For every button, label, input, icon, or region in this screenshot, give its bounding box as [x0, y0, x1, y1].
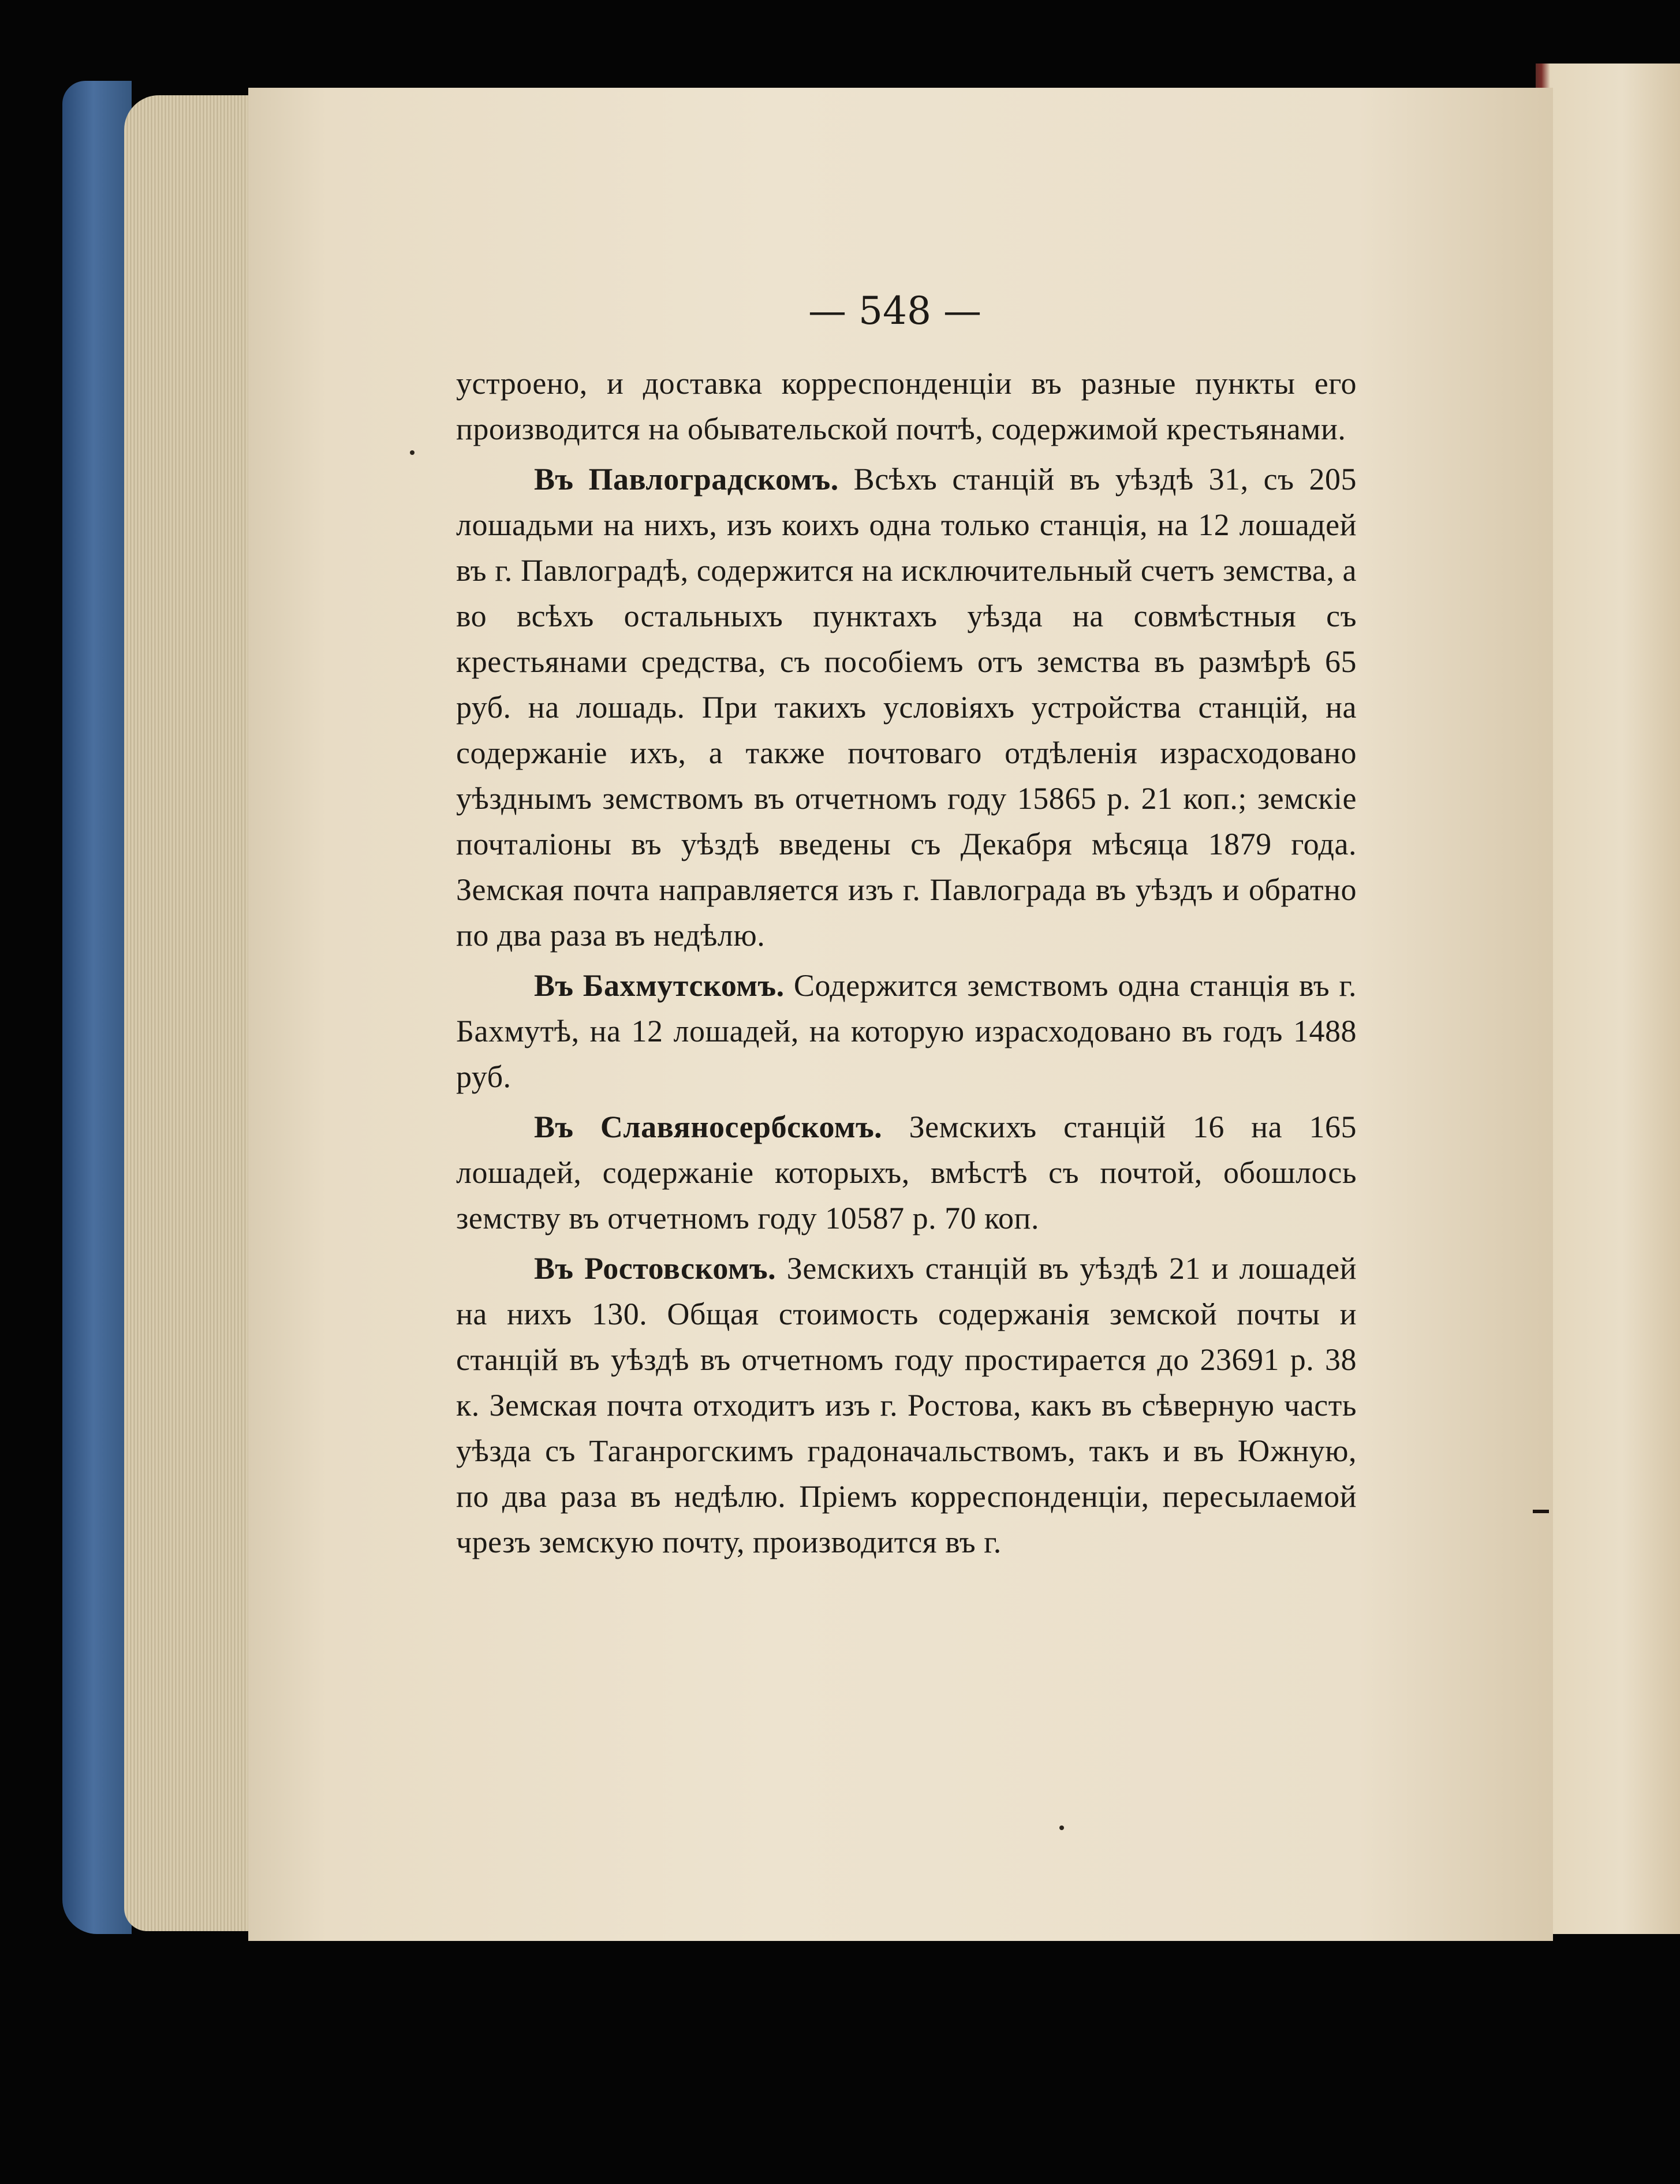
paragraph-text: Всѣхъ станцій въ уѣздѣ 31, съ 205 лошадьми на нихъ, изъ коихъ одна только станція, на 12 лошадей въ г. Павлоградѣ, содержится на исключительный счетъ земства, а во всѣхъ остальныхъ пунктахъ уѣзда на совмѣстныя съ крестьянами средства, съ пособіемъ отъ земства въ размѣрѣ 65 руб. на лошадь. При такихъ условіяхъ устройства станцій, на содержаніе ихъ, а также почтоваго отдѣленія израсходовано уѣзднымъ земствомъ въ отчетномъ году 15865 р. 21 коп.; земскіе почталіоны въ уѣздѣ введены съ Декабря мѣсяца 1879 года. Земская почта направляется изъ г. Павлограда въ уѣздъ и обратно по два раза въ недѣлю. — [456, 462, 1357, 953]
paragraph-text: Земскихъ станцій 16 на 165 лошадей, содержаніе которыхъ, вмѣстѣ съ почтой, обошлось земству въ отчетномъ году 10587 р. 70 коп. — [456, 1110, 1357, 1235]
ink-speck — [410, 450, 415, 455]
paragraph-lead: Въ Павлоградскомъ. — [534, 462, 839, 496]
adjacent-page — [1536, 64, 1680, 1934]
paragraph — [456, 963, 1357, 1100]
margin-mark — [1533, 1510, 1549, 1513]
paragraph — [456, 457, 1357, 958]
paragraph-lead: Въ Ростовскомъ. — [534, 1251, 776, 1286]
paragraph-lead: Въ Бахмутскомъ. — [534, 968, 785, 1003]
book-binding-cover — [62, 81, 132, 1934]
paragraph — [456, 1246, 1357, 1565]
paragraph-text: устроено, и доставка корреспонденціи въ разные пункты его производится на обывательской почтѣ, содержимой крестьянами. — [456, 366, 1357, 446]
page-number: — 548 — — [808, 289, 981, 333]
page-edges — [124, 95, 263, 1931]
paragraph — [456, 1104, 1357, 1241]
paragraph-lead: Въ Славяносербскомъ. — [534, 1110, 883, 1144]
paragraph-text: Земскихъ станцій въ уѣздѣ 21 и лошадей на нихъ 130. Общая стоимость содержанія земской почты и станцій въ уѣздѣ въ отчетномъ году простирается до 23691 р. 38 к. Земская почта отходитъ изъ г. Ростова, какъ въ сѣверную часть уѣзда съ Таганрогскимъ градоначальствомъ, такъ и въ Южную, по два раза въ недѣлю. Пріемъ корреспонденціи, пересылаемой чрезъ земскую почту, производится въ г. — [456, 1251, 1357, 1559]
paragraph — [456, 361, 1357, 452]
ink-speck — [1059, 1825, 1064, 1830]
body-text — [456, 361, 1357, 1565]
paragraph-text: Содержится земствомъ одна станція въ г. Бахмутѣ, на 12 лошадей, на которую израсходовано въ годъ 1488 руб. — [456, 968, 1357, 1094]
